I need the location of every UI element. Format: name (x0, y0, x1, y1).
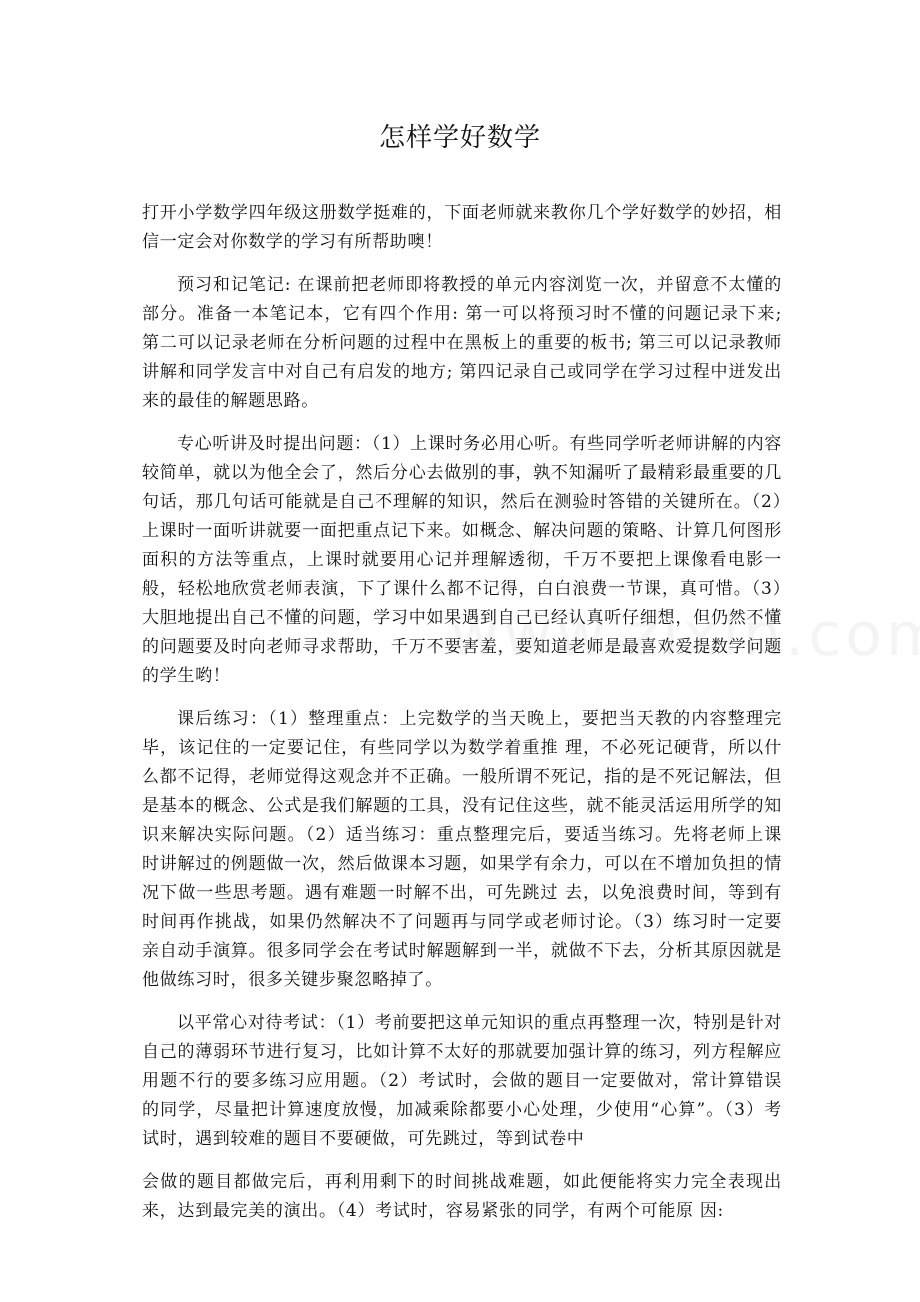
document-body (142, 199, 782, 1240)
preview-notes-paragraph: 预习和记笔记: 在课前把老师即将教授的单元内容浏览一次，并留意不太懂的部分。准备一本笔记本，它有四个作用: 第一可以将预习时不懂的问题记录下来; 第二可以记录老师在分析问题的过程中在黑板上的重要的板书; 第三可以记录教师讲解和同学发言中对自己有启发的地方; 第四记录自己或同学在学习过程中迸发出来的最佳的解题思路。 (142, 275, 782, 411)
exam-attitude-paragraph: 以平常心对待考试：（1）考前要把这单元知识的重点再整理一次，特别是针对自己的薄弱环节进行复习，比如计算不太好的那就要加强计算的练习，列方程解应用题不行的要多练习应用题。（2）考试时，会做的题目一定要做对，常计算错误的同学，尽量把计算速度放慢，加减乘除都要小心处理，少使用“心算”。（3）考试时，遇到较难的题目不要硬做，可先跳过，等到试卷中 (142, 1013, 782, 1149)
document-title: 怎样学好数学 (378, 123, 541, 153)
after-class-practice-paragraph: 课后练习：（1）整理重点：上完数学的当天晚上，要把当天教的内容整理完毕，该记住的一定要记住，有些同学以为数学着重推 理，不必死记硬背，所以什么都不记得，老师觉得这观念并不正确。一般所谓不死记，指的是不死记解法，但是基本的概念、公式是我们解题的工具，没有记住这些，就不能灵活运用所学的知识来解决实际问题。（2）适当练习：重点整理完后，要适当练习。先将老师上课时讲解过的例题做一次，然后做课本习题，如果学有余力，可以在不增加负担的情况下做一些思考题。遇有难题一时解不出，可先跳过 去，以免浪费时间，等到有时间再作挑战，如果仍然解决不了问题再与同学或老师讨论。（3）练习时一定要亲自动手演算。很多同学会在考试时解题解到一半，就做不下去，分析其原因就是他做练习时，很多关键步聚忽略掉了。 (142, 709, 782, 990)
continued-paragraph: 会做的题目都做完后，再利用剩下的时间挑战难题，如此便能将实力完全表现出来，达到最完美的演出。（4）考试时，容易紧张的同学，有两个可能原 因: (142, 1172, 782, 1221)
listen-ask-paragraph: 专心听讲及时提出问题：（1）上课时务必用心听。有些同学听老师讲解的内容较简单，就以为他全会了，然后分心去做别的事，孰不知漏听了最精彩最重要的几句话，那几句话可能就是自己不理解的知识，然后在测验时答错的关键所在。（2）上课时一面听讲就要一面把重点记下来。如概念、解决问题的策略、计算几何图形面积的方法等重点，上课时就要用心记并理解透彻，千万不要把上课像看电影一般，轻松地欣赏老师表演，下了课什么都不记得，白白浪费一节课，真可惜。（3）大胆地提出自己不懂的问题，学习中如果遇到自己已经认真听仔细想，但仍然不懂的问题要及时向老师寻求帮助，千万不要害羞，要知道老师是最喜欢爱提数学问题的学生哟！ (142, 434, 782, 686)
intro-paragraph: 打开小学数学四年级这册数学挺难的，下面老师就来教你几个学好数学的妙招，相信一定会对你数学的学习有所帮助噢！ (142, 203, 782, 252)
